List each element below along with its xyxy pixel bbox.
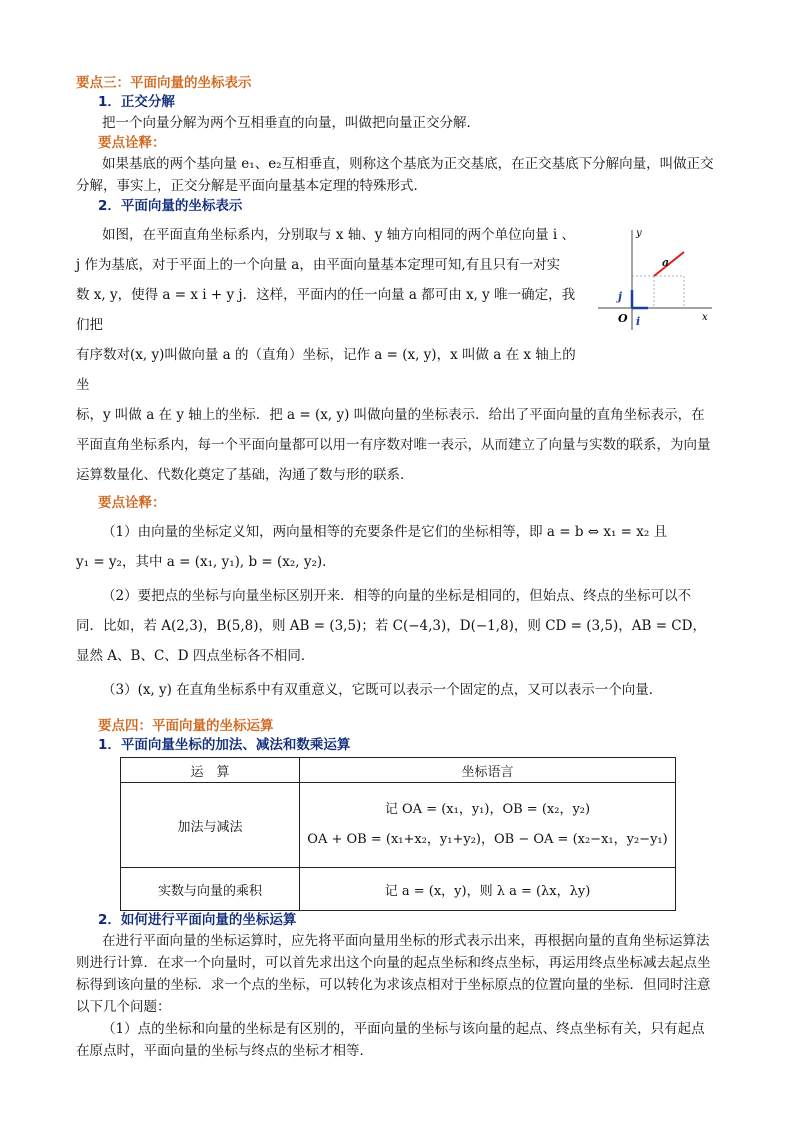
note2-item1-b: y₁ = y₂，其中 a = (x₁, y₁), b = (x₂, y₂)． xyxy=(76,554,336,570)
coordinate-operations-table xyxy=(120,757,676,911)
note2-item2-c: 显然 A、B、C、D 四点坐标各不相同． xyxy=(76,648,315,664)
y-axis-label: y xyxy=(636,228,642,239)
section3-title: 要点三：平面向量的坐标表示 xyxy=(76,75,252,91)
section4-para2: （1）点的坐标和向量的坐标是有区别的，平面向量的坐标与该向量的起点、终点坐标有关，只有起点在原点时，平面向量的坐标与终点的坐标才相等． xyxy=(76,1021,705,1059)
note2-item2-b: 同．比如，若 A(2,3)，B(5,8)，则 AB = (3,5)；若 C(−4,3)，D(−1,8)，则 CD = (3,5)，AB = CD， xyxy=(76,618,706,634)
section3-sub2: 2．平面向量的坐标表示 xyxy=(98,198,243,214)
origin-label: O xyxy=(618,312,628,325)
coord-para-line2: j 作为基底，对于平面上的一个向量 a，由平面向量基本定理可知,有且只有一对实 xyxy=(76,257,561,273)
table-cell-add-sub-lang xyxy=(300,783,676,868)
note2-item2-a: （2）要把点的坐标与向量坐标区别开来．相等的向量的坐标是相同的，但始点、终点的坐标可以不 xyxy=(102,588,692,604)
note1-text: 如果基底的两个基向量 e₁、e₂互相垂直，则称这个基底为正交基底，在正交基底下分解向量，叫做正交分解，事实上，正交分解是平面向量基本定理的特殊形式． xyxy=(76,156,714,194)
note2-item3: （3）(x, y) 在直角坐标系中有双重意义，它既可以表示一个固定的点，又可以表示一个向量． xyxy=(102,682,663,698)
coord-para-line3: 数 x, y，使得 a = x i + y j．这样，平面内的任一向量 a 都可由 x, y 唯一确定，我们把 xyxy=(76,287,576,333)
note2-label: 要点诠释： xyxy=(98,495,166,511)
document-page xyxy=(76,74,718,1062)
add-sub-line2: OA + OB = (x₁+x₂，y₁+y₂)，OB − OA = (x₂−x₁，y₂−y₁) xyxy=(307,832,668,847)
coord-para-line4: 有序数对(x, y)叫做向量 a 的（直角）坐标，记作 a = (x, y)，x 叫做 a 在 x 轴上的坐 xyxy=(76,347,576,393)
coord-para-line1: 如图，在平面直角坐标系内，分别取与 x 轴、y 轴方向相同的两个单位向量 i 、 xyxy=(102,227,576,243)
table-row xyxy=(121,783,676,868)
x-axis-label: x xyxy=(702,312,708,323)
vector-i-label: i xyxy=(636,315,641,328)
section4-sub2: 2．如何进行平面向量的坐标运算 xyxy=(98,912,297,928)
section3-sub1-text: 把一个向量分解为两个互相垂直的向量，叫做把向量正交分解． xyxy=(102,115,480,131)
table-row xyxy=(121,868,676,911)
table-cell-scalar: 实数与向量的乘积 xyxy=(121,868,300,911)
table-cell-add-sub: 加法与减法 xyxy=(121,783,300,868)
note1-label: 要点诠释： xyxy=(98,135,166,151)
section4-sub1: 1．平面向量坐标的加法、减法和数乘运算 xyxy=(98,737,351,753)
table-header-row xyxy=(121,758,676,783)
section4-title: 要点四：平面向量的坐标运算 xyxy=(98,718,274,734)
table-header-op: 运 算 xyxy=(121,758,300,783)
table-header-lang: 坐标语言 xyxy=(300,758,676,783)
section3-sub1: 1．正交分解 xyxy=(98,94,175,110)
coord-para-rest: 标，y 叫做 a 在 y 轴上的坐标．把 a = (x, y) 叫做向量的坐标表示．给出了平面向量的直角坐标表示，在平面直角坐标系内，每一个平面向量都可以用一有序数对唯一表示，从而建立了向量与实数的联系，为向量运算数量化、代数化奠定了基础，沟通了数与形的联系． xyxy=(76,407,711,483)
note2-item1-a: （1）由向量的坐标定义知，两向量相等的充要条件是它们的坐标相等，即 a = b ⇔ x₁ = x₂ 且 xyxy=(102,524,668,540)
vector-j-label: j xyxy=(618,290,622,303)
section4-para1: 在进行平面向量的坐标运算时，应先将平面向量用坐标的形式表示出来，再根据向量的直角坐标运算法则进行计算．在求一个向量时，可以首先求出这个向量的起点坐标和终点坐标，再运用终点坐标减去起点坐标得到该向量的坐标．求一个点的坐标，可以转化为求该点相对于坐标原点的位置向量的坐标．但同时注意以下几个问题： xyxy=(76,933,711,1015)
coordinate-axes-figure xyxy=(594,226,718,334)
add-sub-line1: 记 OA = (x₁，y₁)，OB = (x₂，y₂) xyxy=(384,802,591,817)
table-cell-scalar-lang: 记 a = (x，y)，则 λ a = (λx，λy) xyxy=(300,868,676,911)
coordinate-figure-block xyxy=(76,220,718,400)
vector-a-label: a xyxy=(662,256,670,269)
